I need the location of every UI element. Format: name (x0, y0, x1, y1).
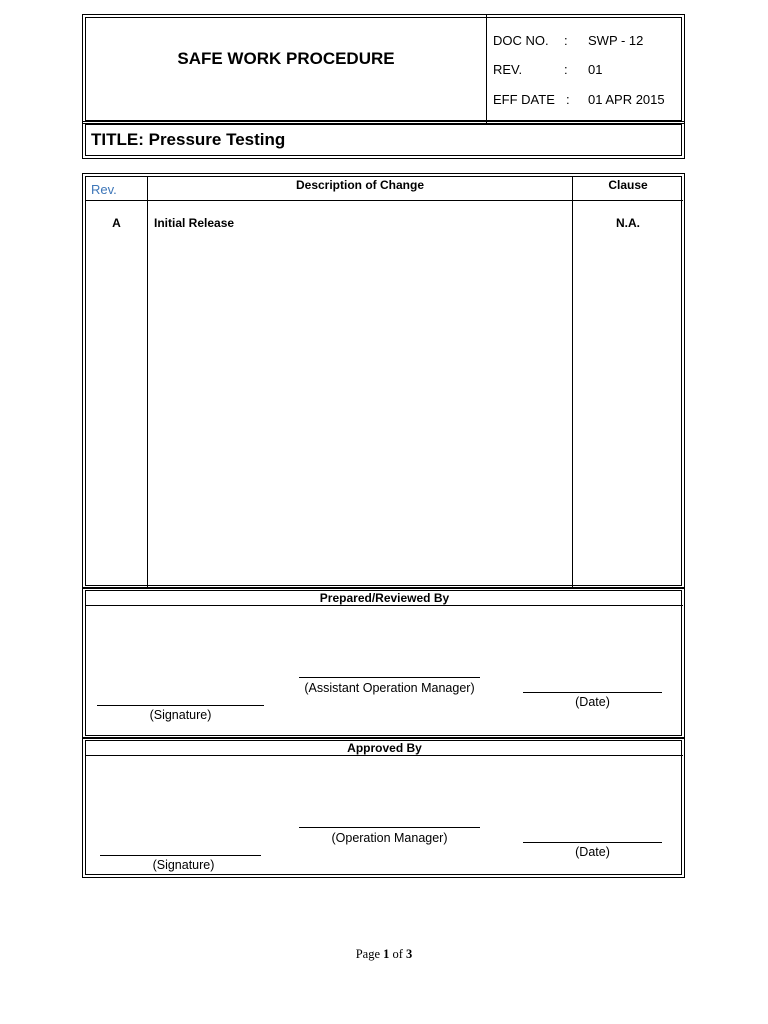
prepared-signature-caption: (Signature) (149, 708, 212, 722)
doc-no-colon: : (564, 33, 568, 48)
eff-date-value: 01 APR 2015 (588, 92, 665, 107)
rev-colon: : (564, 62, 568, 77)
page-total: 3 (406, 947, 413, 961)
page-word: Page (355, 947, 380, 961)
document-type-heading: SAFE WORK PROCEDURE (177, 49, 395, 68)
page-current: 1 (383, 947, 390, 961)
description-column-header: Description of Change (295, 178, 424, 192)
rev-column-divider (147, 177, 148, 587)
doc-no-value: SWP - 12 (588, 33, 644, 48)
eff-date-label: EFF DATE (493, 92, 555, 107)
approved-role-line (299, 827, 480, 828)
approved-section (85, 740, 682, 875)
revision-header-rule (86, 200, 683, 201)
clause-column-divider (572, 177, 573, 587)
approved-by-heading: Approved By (347, 741, 422, 755)
table-row-rev: A (112, 216, 121, 230)
approved-date-caption: (Date) (575, 845, 610, 859)
prepared-role-line (299, 677, 480, 678)
prepared-signature-line (97, 705, 264, 706)
approved-heading-rule (86, 755, 683, 756)
rev-label: REV. (493, 62, 523, 77)
approved-signature-line (100, 855, 261, 856)
approved-date-line (523, 842, 662, 843)
header-divider (486, 15, 487, 123)
document-header (85, 17, 682, 121)
approved-role-caption: (Operation Manager) (331, 831, 448, 845)
rev-value: 01 (588, 62, 603, 77)
table-row-description: Initial Release (154, 216, 235, 230)
title-box (85, 124, 682, 156)
eff-date-colon: : (566, 92, 570, 107)
prepared-heading-rule (86, 605, 683, 606)
table-row-clause: N.A. (616, 216, 640, 230)
clause-column-header: Clause (608, 178, 648, 192)
approved-signature-caption: (Signature) (152, 858, 215, 872)
prepared-reviewed-heading: Prepared/Reviewed By (319, 591, 450, 605)
prepared-date-line (523, 692, 662, 693)
revision-table (85, 176, 682, 586)
doc-no-label: DOC NO. (493, 33, 549, 48)
rev-column-header: Rev. (91, 182, 117, 197)
prepared-date-caption: (Date) (575, 695, 610, 709)
procedure-title: TITLE: Pressure Testing (91, 130, 286, 149)
prepared-reviewed-section (85, 590, 682, 736)
page-number (0, 947, 768, 962)
of-word: of (392, 947, 403, 961)
prepared-role-caption: (Assistant Operation Manager) (304, 681, 475, 695)
